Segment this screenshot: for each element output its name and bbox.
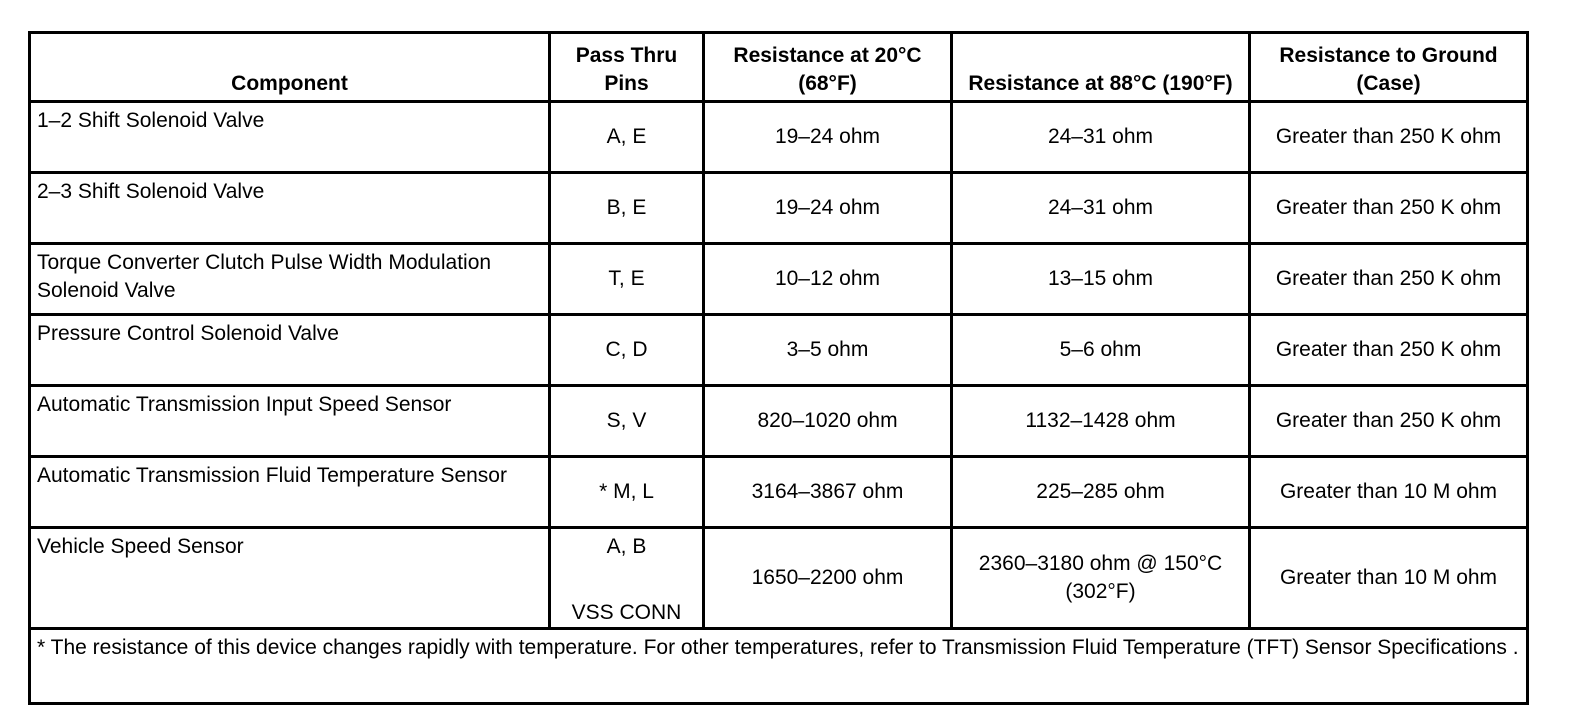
resistance-88c-cell: 5–6 ohm	[952, 315, 1250, 386]
table-row	[30, 244, 1528, 315]
table-row	[30, 386, 1528, 457]
resistance-ground-cell: Greater than 10 M ohm	[1250, 528, 1528, 629]
resistance-20c-cell: 3–5 ohm	[704, 315, 952, 386]
resistance-20c-cell: 19–24 ohm	[704, 173, 952, 244]
footnote-row	[30, 629, 1528, 704]
component-cell: Pressure Control Solenoid Valve	[30, 315, 550, 386]
header-component: Component	[30, 33, 550, 102]
header-resistance-88c: Resistance at 88°C (190°F)	[952, 33, 1250, 102]
resistance-ground-cell: Greater than 250 K ohm	[1250, 173, 1528, 244]
resistance-ground-cell: Greater than 10 M ohm	[1250, 457, 1528, 528]
footnote-text: * The resistance of this device changes rapidly with temperature. For other temperatures, refer to Transmission Fluid Temperature (TFT) Sensor Specifications .	[30, 629, 1528, 704]
pins-cell: T, E	[550, 244, 704, 315]
table-row	[30, 457, 1528, 528]
resistance-20c-cell: 10–12 ohm	[704, 244, 952, 315]
component-cell: 1–2 Shift Solenoid Valve	[30, 102, 550, 173]
component-cell: Torque Converter Clutch Pulse Width Modulation Solenoid Valve	[30, 244, 550, 315]
resistance-88c-cell: 13–15 ohm	[952, 244, 1250, 315]
resistance-20c-cell: 820–1020 ohm	[704, 386, 952, 457]
pins-connector-label: VSS CONN	[571, 601, 682, 624]
table-row	[30, 315, 1528, 386]
table-row	[30, 528, 1528, 629]
resistance-20c-cell: 19–24 ohm	[704, 102, 952, 173]
resistance-20c-cell: 3164–3867 ohm	[704, 457, 952, 528]
resistance-ground-cell: Greater than 250 K ohm	[1250, 102, 1528, 173]
pins-cell	[550, 528, 704, 629]
pins-cell: C, D	[550, 315, 704, 386]
component-cell: Automatic Transmission Fluid Temperature Sensor	[30, 457, 550, 528]
resistance-88c-cell: 24–31 ohm	[952, 102, 1250, 173]
resistance-ground-cell: Greater than 250 K ohm	[1250, 386, 1528, 457]
header-pass-thru-pins: Pass Thru Pins	[550, 33, 704, 102]
header-resistance-20c: Resistance at 20°C (68°F)	[704, 33, 952, 102]
pins-cell: B, E	[550, 173, 704, 244]
header-resistance-ground: Resistance to Ground (Case)	[1250, 33, 1528, 102]
component-cell: Automatic Transmission Input Speed Sensor	[30, 386, 550, 457]
header-row	[30, 33, 1528, 102]
resistance-88c-cell: 225–285 ohm	[952, 457, 1250, 528]
resistance-ground-cell: Greater than 250 K ohm	[1250, 244, 1528, 315]
pins-cell: A, E	[550, 102, 704, 173]
pins-cell: * M, L	[550, 457, 704, 528]
resistance-20c-cell: 1650–2200 ohm	[704, 528, 952, 629]
table-row	[30, 102, 1528, 173]
resistance-88c-cell: 2360–3180 ohm @ 150°C (302°F)	[952, 528, 1250, 629]
table-row	[30, 173, 1528, 244]
resistance-ground-cell: Greater than 250 K ohm	[1250, 315, 1528, 386]
resistance-88c-cell: 24–31 ohm	[952, 173, 1250, 244]
resistance-88c-cell: 1132–1428 ohm	[952, 386, 1250, 457]
pins-cell: S, V	[550, 386, 704, 457]
resistance-spec-table	[28, 31, 1529, 705]
component-cell: 2–3 Shift Solenoid Valve	[30, 173, 550, 244]
component-cell: Vehicle Speed Sensor	[30, 528, 550, 629]
pins-value: A, B	[606, 535, 647, 558]
